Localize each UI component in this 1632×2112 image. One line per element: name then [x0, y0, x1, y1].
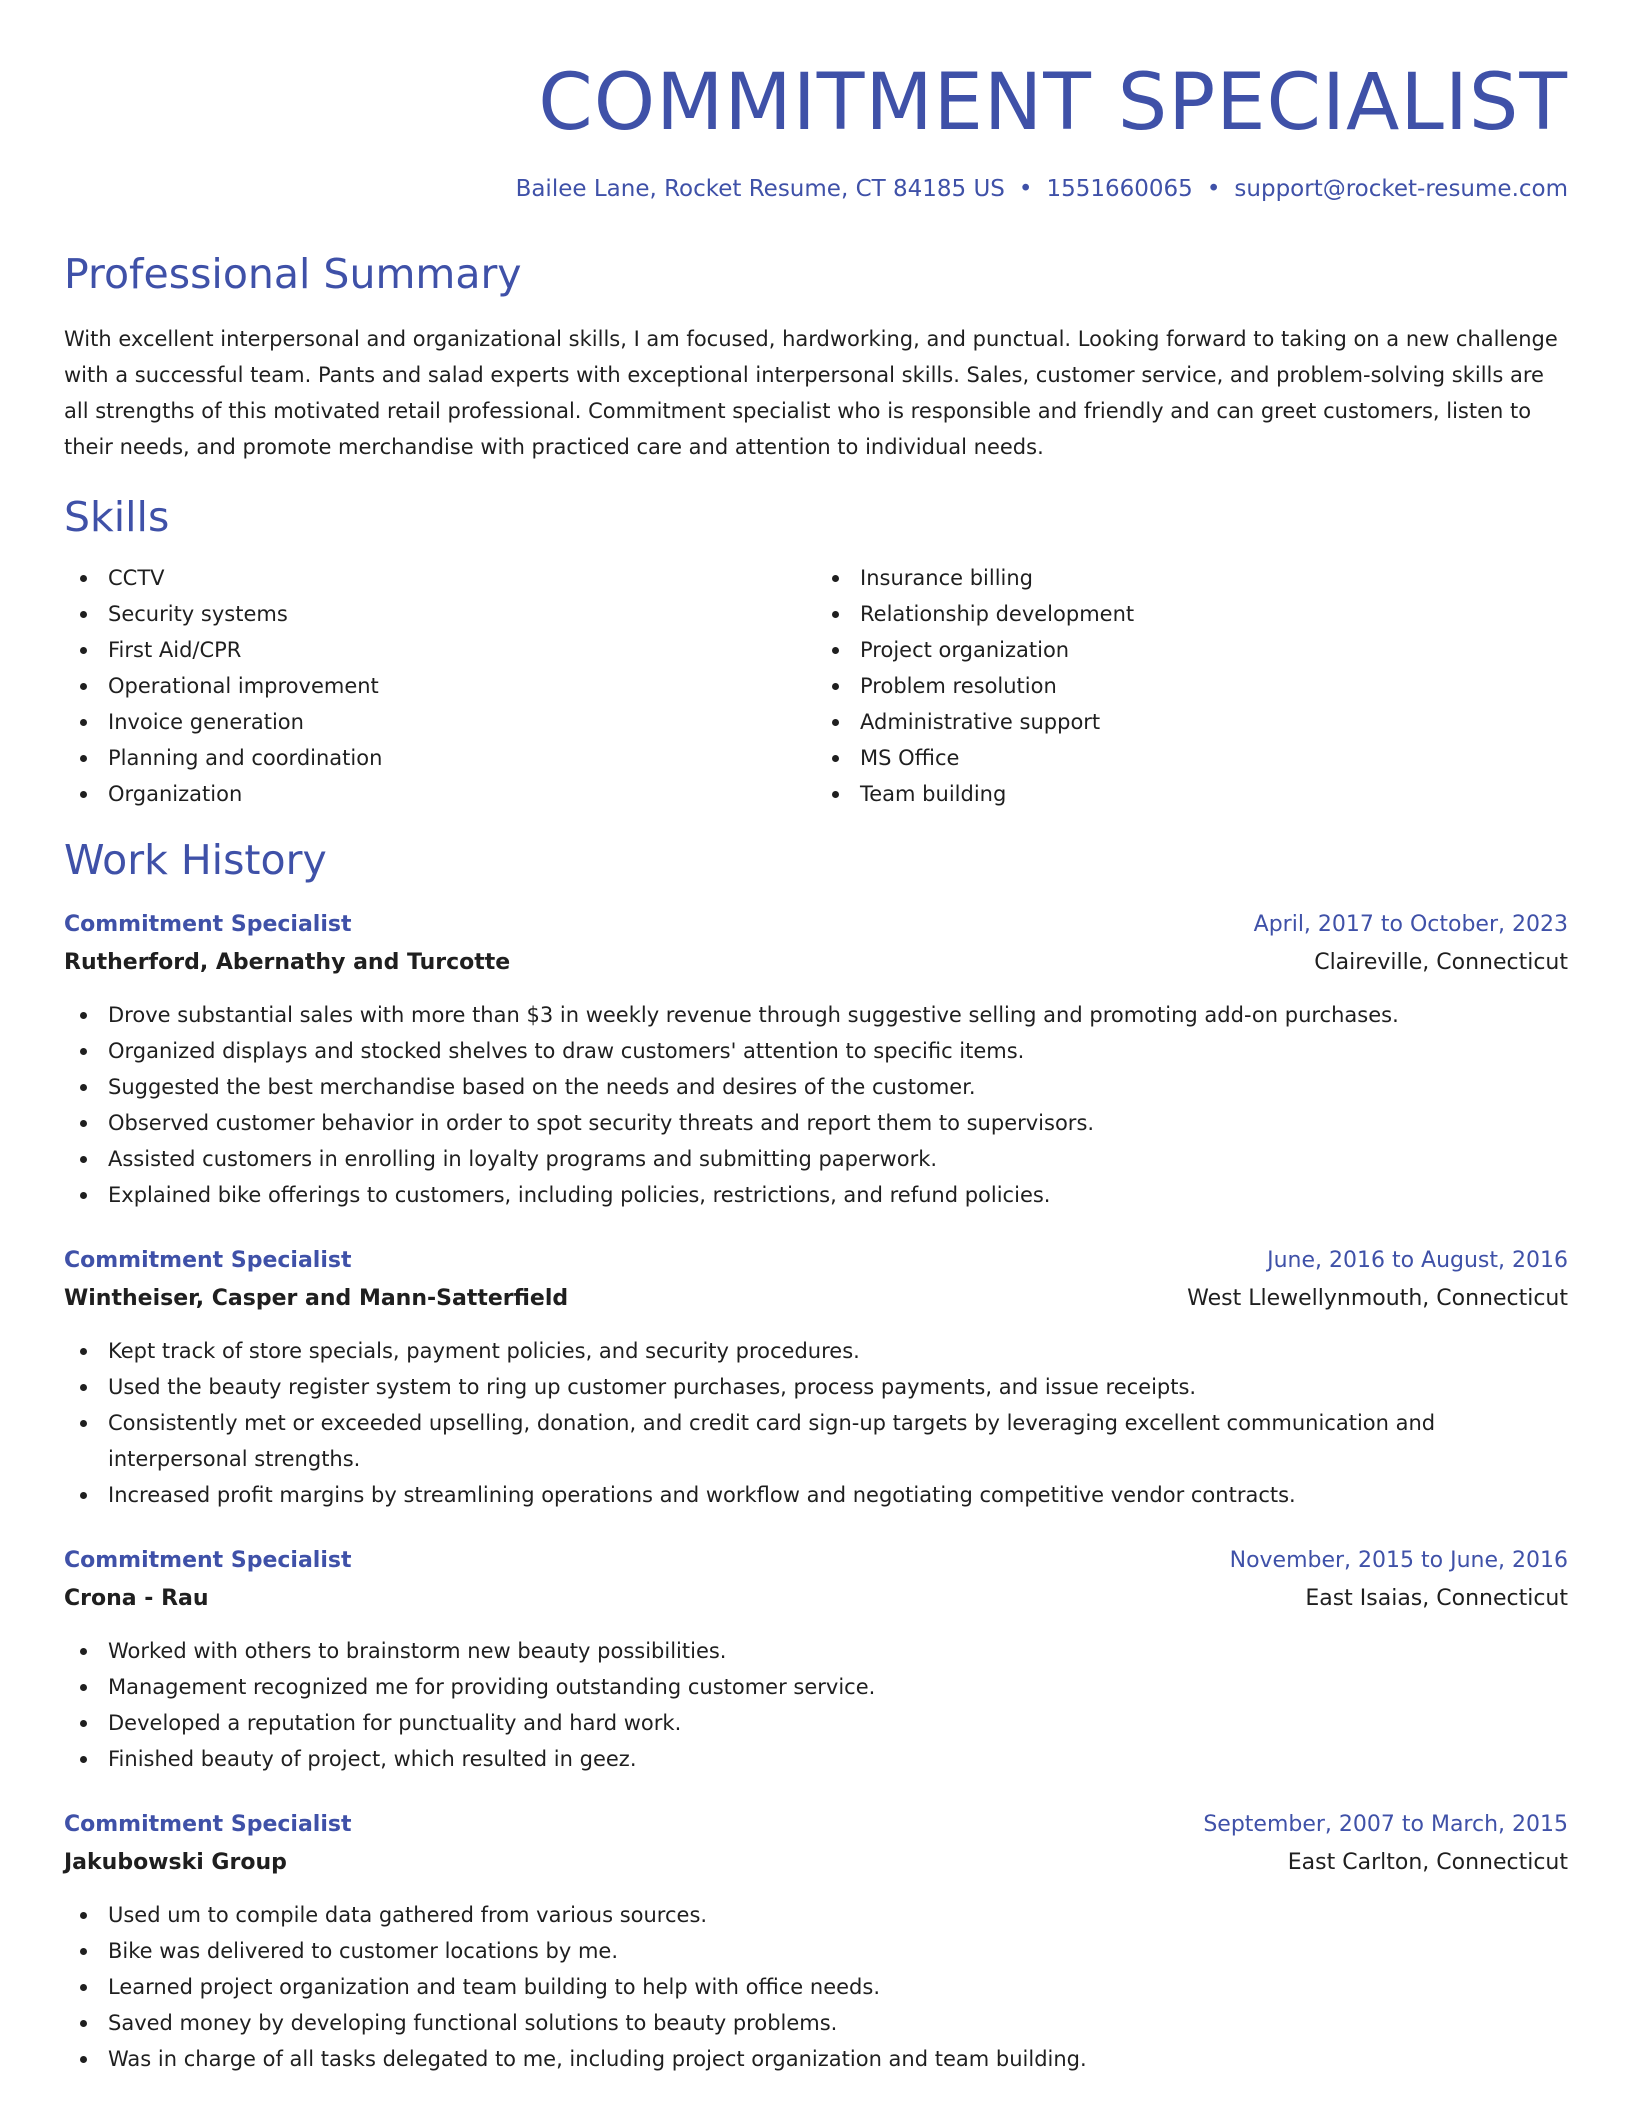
job-bullet: Used um to compile data gathered from various sources. [64, 1897, 1568, 1933]
job-title: Commitment Specialist [64, 912, 352, 938]
contact-line [64, 176, 1568, 204]
job-header [64, 907, 1568, 943]
job-bullets [64, 1633, 1568, 1777]
skills-column-left [64, 560, 816, 812]
job-title: Commitment Specialist [64, 1548, 352, 1574]
job-bullet: Management recognized me for providing outstanding customer service. [64, 1669, 1568, 1705]
job-bullet: Finished beauty of project, which resulted in geez. [64, 1741, 1568, 1777]
skill-item: Invoice generation [64, 704, 816, 740]
job-header [64, 1543, 1568, 1579]
job-dates: September, 2007 to March, 2015 [1203, 1812, 1568, 1838]
job-bullets [64, 1333, 1568, 1513]
job-entry [64, 1543, 1568, 1777]
skill-item: Security systems [64, 596, 816, 632]
job-bullet: Kept track of store specials, payment policies, and security procedures. [64, 1333, 1568, 1369]
job-bullet: Explained bike offerings to customers, including policies, restrictions, and refund policies. [64, 1177, 1568, 1213]
job-company: Rutherford, Abernathy and Turcotte [64, 950, 511, 976]
job-entry [64, 1807, 1568, 2077]
job-subheader [64, 1843, 1568, 1883]
job-bullet: Bike was delivered to customer locations by me. [64, 1933, 1568, 1969]
job-entry [64, 907, 1568, 1213]
skill-item: Insurance billing [816, 560, 1568, 596]
job-company: Jakubowski Group [64, 1850, 287, 1876]
skill-item: Project organization [816, 632, 1568, 668]
job-company: Crona - Rau [64, 1586, 209, 1612]
job-bullet: Assisted customers in enrolling in loyalty programs and submitting paperwork. [64, 1141, 1568, 1177]
job-bullet: Saved money by developing functional solutions to beauty problems. [64, 2005, 1568, 2041]
job-subheader [64, 1279, 1568, 1319]
job-entry [64, 1243, 1568, 1513]
job-subheader [64, 1579, 1568, 1619]
job-bullets [64, 997, 1568, 1213]
work-history-list [64, 907, 1568, 2077]
skill-item: Administrative support [816, 704, 1568, 740]
section-title-summary: Professional Summary [64, 249, 522, 298]
skill-item: CCTV [64, 560, 816, 596]
contact-separator: • [1206, 176, 1221, 202]
skill-item: Relationship development [816, 596, 1568, 632]
job-dates: June, 2016 to August, 2016 [1267, 1248, 1568, 1274]
skills-column-right [816, 560, 1568, 812]
job-bullet: Increased profit margins by streamlining operations and workflow and negotiating competitive vendor contracts. [64, 1477, 1568, 1513]
skill-item: Organization [64, 776, 816, 812]
job-bullet: Observed customer behavior in order to spot security threats and report them to supervisors. [64, 1105, 1568, 1141]
job-title: Commitment Specialist [64, 1248, 352, 1274]
job-bullet: Learned project organization and team building to help with office needs. [64, 1969, 1568, 2005]
job-title: Commitment Specialist [64, 1812, 352, 1838]
job-subheader [64, 943, 1568, 983]
job-bullet: Drove substantial sales with more than $3 in weekly revenue through suggestive selling and promoting add-on purchases. [64, 997, 1568, 1033]
job-bullet: Consistently met or exceeded upselling, donation, and credit card sign-up targets by leveraging excellent communication and interpersonal strengths. [64, 1405, 1568, 1477]
job-location: East Isaias, Connecticut [1305, 1586, 1568, 1612]
skill-item: Planning and coordination [64, 740, 816, 776]
section-title-skills: Skills [64, 492, 170, 541]
skill-item: Team building [816, 776, 1568, 812]
skill-item: Problem resolution [816, 668, 1568, 704]
contact-separator: • [1018, 176, 1033, 202]
job-location: Claireville, Connecticut [1314, 950, 1568, 976]
resume-name: COMMITMENT SPECIALIST [538, 58, 1568, 148]
section-title-work-history: Work History [64, 835, 327, 884]
contact-address: Bailee Lane, Rocket Resume, CT 84185 US [515, 176, 1005, 202]
skill-item: First Aid/CPR [64, 632, 816, 668]
skill-item: Operational improvement [64, 668, 816, 704]
job-dates: November, 2015 to June, 2016 [1229, 1548, 1568, 1574]
job-location: East Carlton, Connecticut [1287, 1850, 1568, 1876]
job-header [64, 1807, 1568, 1843]
skill-item: MS Office [816, 740, 1568, 776]
job-header [64, 1243, 1568, 1279]
job-company: Wintheiser, Casper and Mann-Satterfield [64, 1286, 569, 1312]
summary-text: With excellent interpersonal and organizational skills, I am focused, hardworking, and punctual. Looking forward to taking on a new challenge with a successful team. Pants and salad experts with exceptional interpersonal skills. Sales, customer service, and problem-solving skills are all strengths of this motivated retail professional. Commitment specialist who is responsible and friendly and can greet customers, listen to their needs, and promote merchandise with practiced care and attention to individual needs. [64, 326, 1558, 459]
job-bullet: Suggested the best merchandise based on the needs and desires of the customer. [64, 1069, 1568, 1105]
contact-phone: 1551660065 [1046, 176, 1193, 202]
skills-list [64, 560, 1568, 812]
job-bullet: Organized displays and stocked shelves to draw customers' attention to specific items. [64, 1033, 1568, 1069]
job-bullet: Worked with others to brainstorm new beauty possibilities. [64, 1633, 1568, 1669]
job-bullet: Used the beauty register system to ring up customer purchases, process payments, and issue receipts. [64, 1369, 1568, 1405]
job-bullet: Was in charge of all tasks delegated to me, including project organization and team building. [64, 2041, 1568, 2077]
job-bullet: Developed a reputation for punctuality and hard work. [64, 1705, 1568, 1741]
contact-email: support@rocket-resume.com [1234, 176, 1568, 202]
job-dates: April, 2017 to October, 2023 [1253, 912, 1568, 938]
job-location: West Llewellynmouth, Connecticut [1187, 1286, 1568, 1312]
job-bullets [64, 1897, 1568, 2077]
